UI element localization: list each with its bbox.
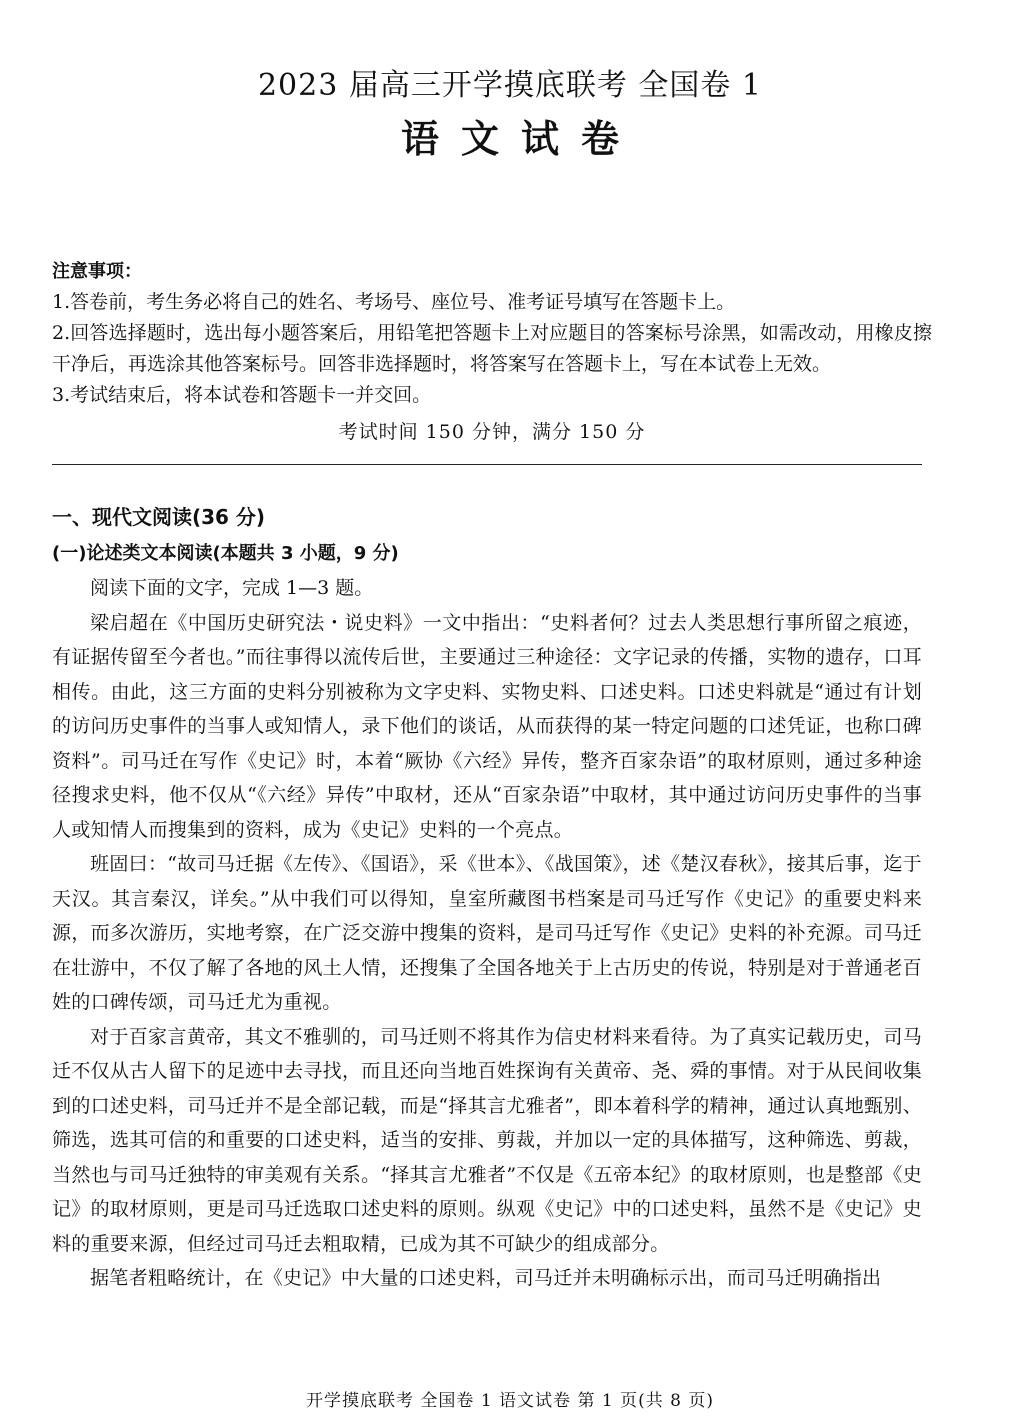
exam-time: 考试时间 150 分钟，满分 150 分 [338,421,646,443]
notice-block [52,256,932,448]
divider-line [52,464,922,465]
page-footer: 开学摸底联考 全国卷 1 语文试卷 第 1 页(共 8 页) [306,1391,714,1411]
notice-heading: 注意事项： [52,261,142,282]
subsection-heading: (一)论述类文本阅读(本题共 3 小题，9 分) [52,542,399,564]
notice-item: 2.回答选择题时，选出每小题答案后，用铅笔把答题卡上对应题目的答案标号涂黑，如需改动，用橡皮擦干净后，再选涂其他答案标号。回答非选择题时，将答案写在答题卡上，写在本试卷上无效。 [52,322,932,375]
exam-title: 2023 届高三开学摸底联考 全国卷 1 [257,68,763,103]
section-heading: 一、现代文阅读(36 分) [52,505,266,529]
passage-paragraph: 据笔者粗略统计，在《史记》中大量的口述史料，司马迁并未明确标示出，而司马迁明确指出 [90,1267,882,1289]
passage-paragraph: 班固曰：“故司马迁据《左传》、《国语》，采《世本》、《战国策》，述《楚汉春秋》，接其后事，迄于天汉。其言秦汉，详矣。”从中我们可以得知，皇室所藏图书档案是司马迁写作《史记》的重要史料来源，而多次游历，实地考察，在广泛交游中搜集的资料，是司马迁写作《史记》史料的补充源。司马迁在壮游中，不仅了解了各地的风土人情，还搜集了全国各地关于上古历史的传说，特别是对于普通老百姓的口碑传颂，司马迁尤为重视。 [52,853,922,1013]
reading-section [52,500,922,1296]
notice-item: 3.考试结束后，将本试卷和答题卡一并交回。 [52,384,432,406]
notice-item: 1.答卷前，考生务必将自己的姓名、考场号、座位号、准考证号填写在答题卡上。 [52,291,736,313]
passage-paragraph: 对于百家言黄帝，其文不雅驯的，司马迁则不将其作为信史材料来看待。为了真实记载历史，司马迁不仅从古人留下的足迹中去寻找，而且还向当地百姓探询有关黄帝、尧、舜的事情。对于从民间收集到的口述史料，司马迁并不是全部记载，而是“择其言尤雅者”，即本着科学的精神，通过认真地甄别、筛选，选其可信的和重要的口述史料，适当的安排、剪裁，并加以一定的具体描写，这种筛选、剪裁，当然也与司马迁独特的审美观有关系。“择其言尤雅者”不仅是《五帝本纪》的取材原则，也是整部《史记》的取材原则，更是司马迁选取口述史料的原则。纵观《史记》中的口述史料，虽然不是《史记》史料的重要来源，但经过司马迁去粗取精，已成为其不可缺少的组成部分。 [52,1025,922,1255]
reading-instruction: 阅读下面的文字，完成 1—3 题。 [90,577,374,599]
subject-title: 语文试卷 [400,117,641,161]
passage-paragraph: 梁启超在《中国历史研究法・说史料》一文中指出：“史料者何？过去人类思想行事所留之痕迹，有证据传留至今者也。”而往事得以流传后世，主要通过三种途径：文字记录的传播，实物的遗存，口耳相传。由此，这三方面的史料分别被称为文字史料、实物史料、口述史料。口述史料就是“通过有计划的访问历史事件的当事人或知情人，录下他们的谈话，从而获得的某一特定问题的口述凭证，也称口碑资料”。司马迁在写作《史记》时，本着“厥协《六经》异传，整齐百家杂语”的取材原则，通过多种途径搜求史料，他不仅从“《六经》异传”中取材，还从“百家杂语”中取材，其中通过访问历史事件的当事人或知情人而搜集到的资料，成为《史记》史料的一个亮点。 [52,611,922,841]
